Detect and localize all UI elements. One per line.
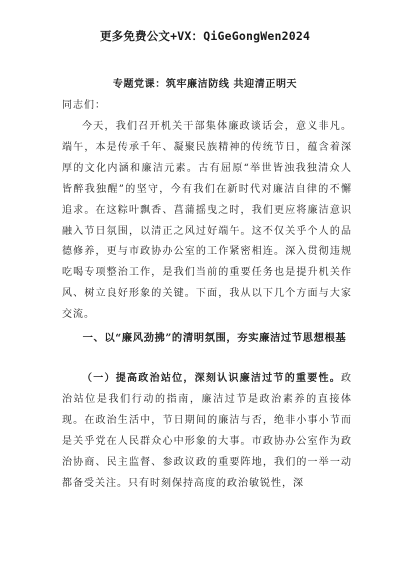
sub-heading-1: （一）提高政治站位，深刻认识廉洁过节的重要性。: [82, 373, 341, 384]
promo-banner: 更多免费公文+VX：QiGeGongWen2024: [99, 29, 311, 43]
section-heading-1: 一、以“廉风劲拂”的清明氛围，夯实廉洁过节思想根基: [82, 332, 347, 344]
document-title: 专题党课：筑牢廉洁防线 共迎清正明天: [112, 79, 298, 90]
paragraph-section1-1-text: 政治站位是我们行动的指南，廉洁过节是政治素养的直接体现。在政治生活中，节日期间的廉洁与否，绝非小事小节而是关乎党在人民群众心中形象的大事。市政协办公室作为政治协商、民主监督、参政议政的重要阵地，我们的一举一动都备受关注。只有时刻保持高度的政治敏锐性，深: [62, 373, 352, 489]
paragraph-section1-1: [62, 369, 352, 494]
greeting: 同志们：: [62, 100, 106, 111]
paragraph-intro: 今天，我们召开机关干部集体廉政谈话会，意义非凡。端午，本是传承千年、凝聚民族精神的传统节日，蕴含着深厚的文化内涵和廉洁元素。古有屈原“举世皆浊我独清众人皆醉我独醒”的坚守，今有我们在新时代对廉洁自律的不懈追求。在这粽叶飘香、菖蒲摇曳之时，我们更应将廉洁意识融入节日氛围，以清正之风过好端午。这不仅关乎个人的品德修养，更与市政协办公室的工作紧密相连。深入贯彻违规吃喝专项整治工作，是我们当前的重要任务也是提升机关作风、树立良好形象的关键。下面，我从以下几个方面与大家交流。: [62, 121, 352, 321]
